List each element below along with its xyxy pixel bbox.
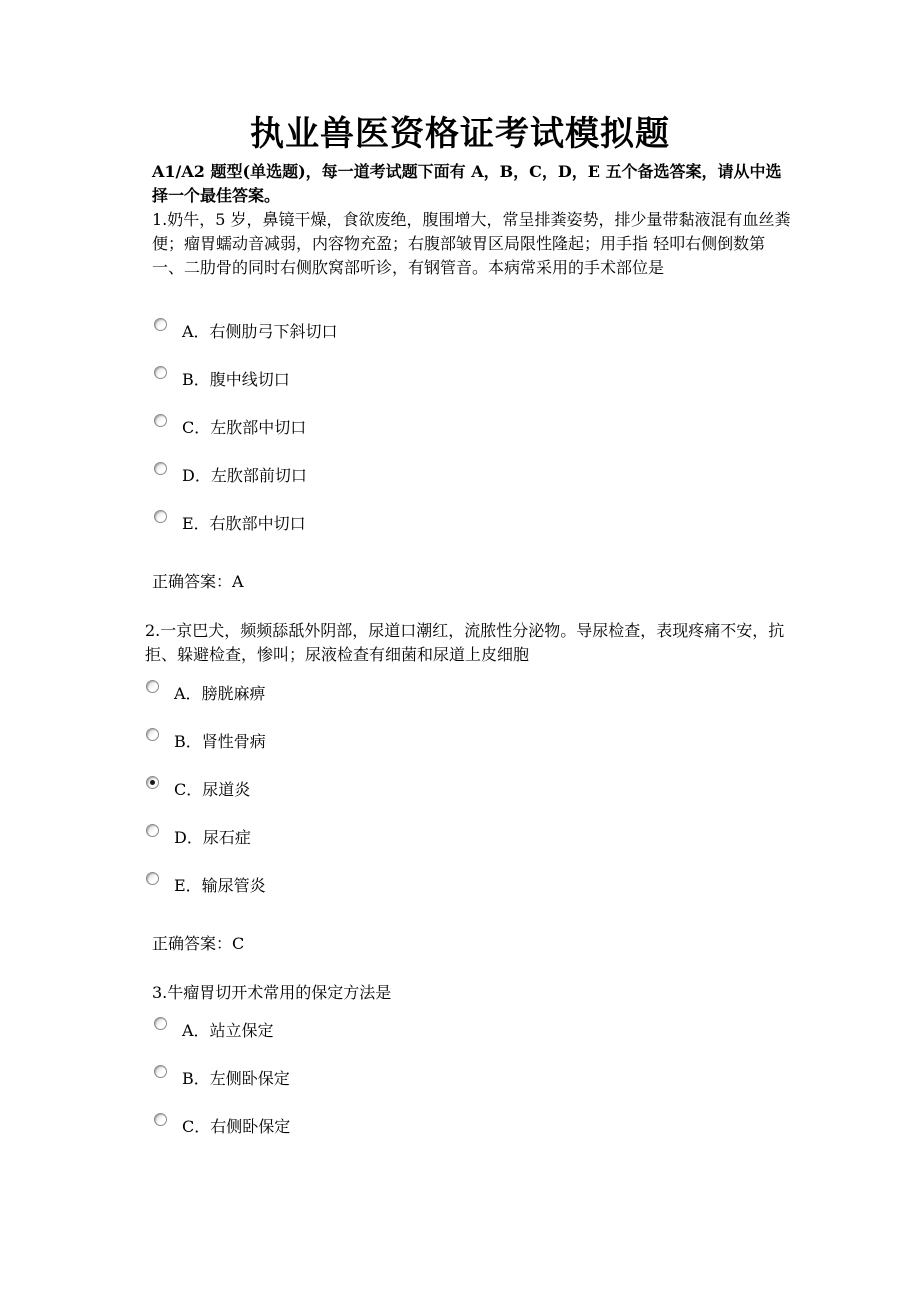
question-2-answer: 正确答案：C [152,934,245,953]
option-label: A．右侧肋弓下斜切口 [182,322,338,341]
option-label: A．膀胱麻痹 [174,684,266,703]
option-label: C．尿道炎 [174,780,251,799]
radio-button-icon[interactable] [154,1113,167,1126]
question-1-answer: 正确答案：A [152,572,244,591]
radio-button-icon[interactable] [146,728,159,741]
radio-button-icon[interactable] [154,1065,167,1078]
option-label: C．左肷部中切口 [182,418,307,437]
question-2-stem: 2.一京巴犬，频频舔舐外阴部，尿道口潮红，流脓性分泌物。导尿检查，表现疼痛不安，抗拒、躲避检查，惨叫；尿液检查有细菌和尿道上皮细胞 [145,621,785,664]
option-label: B．肾性骨病 [174,732,266,751]
option-label: A．站立保定 [182,1021,274,1040]
option-label: C．右侧卧保定 [182,1117,291,1136]
radio-button-checked-icon[interactable] [146,776,159,789]
radio-button-icon[interactable] [154,510,167,523]
question-1-stem: 1.奶牛，5 岁，鼻镜干燥，食欲废绝，腹围增大，常呈排粪姿势，排少量带黏液混有血丝粪便；瘤胃蠕动音减弱，内容物充盈；右腹部皱胃区局限性隆起；用手指 轻叩右侧倒数第一、二肋骨的同时右侧肷窝部听诊，有钢管音。本病常采用的手术部位是 [152,210,791,277]
option-label: D．尿石症 [174,828,251,847]
radio-button-icon[interactable] [146,872,159,885]
option-label: B．左侧卧保定 [182,1069,290,1088]
radio-button-icon[interactable] [146,680,159,693]
radio-button-icon[interactable] [154,318,167,331]
option-label: E．右肷部中切口 [182,514,306,533]
option-label: D．左肷部前切口 [182,466,307,485]
page-title: 执业兽医资格证考试模拟题 [250,114,670,154]
radio-button-icon[interactable] [154,414,167,427]
option-label: E．输尿管炎 [174,876,266,895]
radio-button-icon[interactable] [154,1017,167,1030]
question-3-stem: 3.牛瘤胃切开术常用的保定方法是 [152,983,392,1002]
instructions: A1/A2 题型(单选题)，每一道考试题下面有 A，B，C，D，E 五个备选答案，请从中选择一个最佳答案。 [152,162,782,205]
option-label: B．腹中线切口 [182,370,290,389]
radio-button-icon[interactable] [154,366,167,379]
radio-button-icon[interactable] [146,824,159,837]
radio-button-icon[interactable] [154,462,167,475]
